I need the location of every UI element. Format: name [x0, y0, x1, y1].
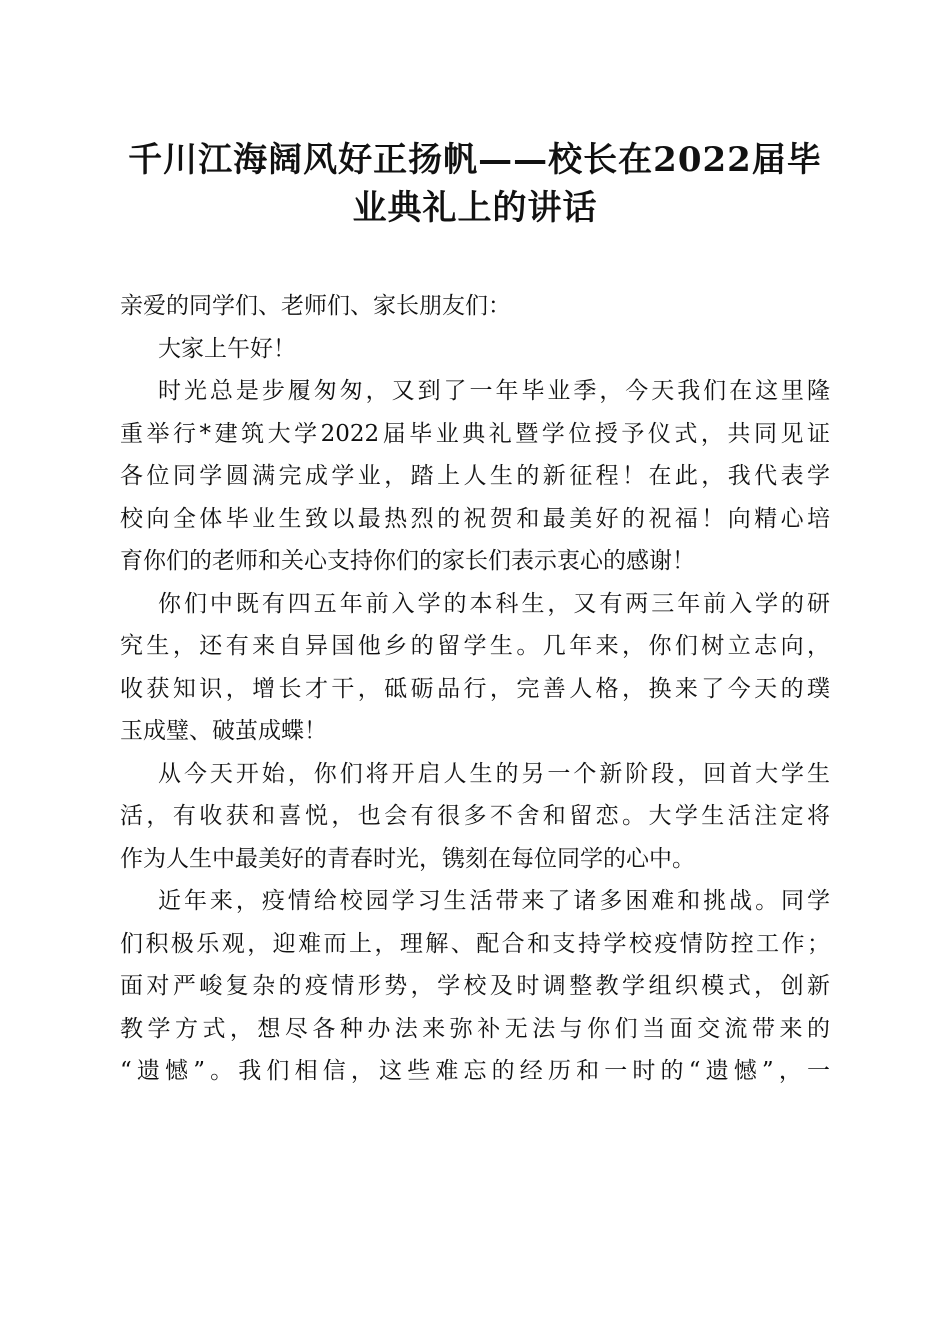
paragraph-line: 收获知识，增长才干，砥砺品行，完善人格，换来了今天的璞 [120, 675, 830, 702]
document-body [120, 285, 830, 1093]
paragraph-line: 究生，还有来自异国他乡的留学生。几年来，你们树立志向， [120, 633, 830, 659]
paragraph-line: 从今天开始，你们将开启人生的另一个新阶段，回首大学生 [158, 760, 830, 787]
paragraph-line: 玉成璧、破茧成蝶！ [120, 718, 327, 744]
paragraph-line: 你们中既有四五年前入学的本科生，又有两三年前入学的研 [158, 590, 830, 617]
paragraph-1 [120, 370, 830, 583]
paragraph-line: 重举行*建筑大学2022届毕业典礼暨学位授予仪式，共同见证 [120, 420, 830, 447]
paragraph-line: 们积极乐观，迎难而上，理解、配合和支持学校疫情防控工作； [120, 930, 830, 957]
paragraph-line: 校向全体毕业生致以最热烈的祝贺和最美好的祝福！向精心培 [120, 505, 830, 532]
paragraph-line: 时光总是步履匆匆，又到了一年毕业季，今天我们在这里隆 [158, 378, 830, 404]
paragraph-line: 活，有收获和喜悦，也会有很多不舍和留恋。大学生活注定将 [120, 803, 830, 829]
paragraph-4 [120, 880, 830, 1093]
paragraph-line: 近年来，疫情给校园学习生活带来了诸多困难和挑战。同学 [158, 888, 830, 914]
paragraph-2 [120, 583, 830, 753]
paragraph-line: “遗憾”。我们相信，这些难忘的经历和一时的“遗憾”，一 [120, 1058, 830, 1084]
paragraph-3 [120, 753, 830, 881]
paragraph-line: 教学方式，想尽各种办法来弥补无法与你们当面交流带来的 [120, 1015, 830, 1042]
salutation: 亲爱的同学们、老师们、家长朋友们： [120, 293, 511, 319]
page-title [100, 136, 850, 232]
greeting: 大家上午好！ [158, 335, 296, 362]
paragraph-line: 育你们的老师和关心支持你们的家长们表示衷心的感谢！ [120, 548, 695, 574]
title-line-2: 业典礼上的讲话 [352, 188, 598, 228]
paragraph-line: 作为人生中最美好的青春时光，镌刻在每位同学的心中。 [120, 845, 695, 872]
title-line-1: 千川江海阔风好正扬帆——校长在2022届毕 [128, 140, 822, 180]
paragraph-line: 各位同学圆满完成学业，踏上人生的新征程！在此，我代表学 [120, 463, 830, 489]
paragraph-line: 面对严峻复杂的疫情形势，学校及时调整教学组织模式，创新 [120, 973, 830, 999]
